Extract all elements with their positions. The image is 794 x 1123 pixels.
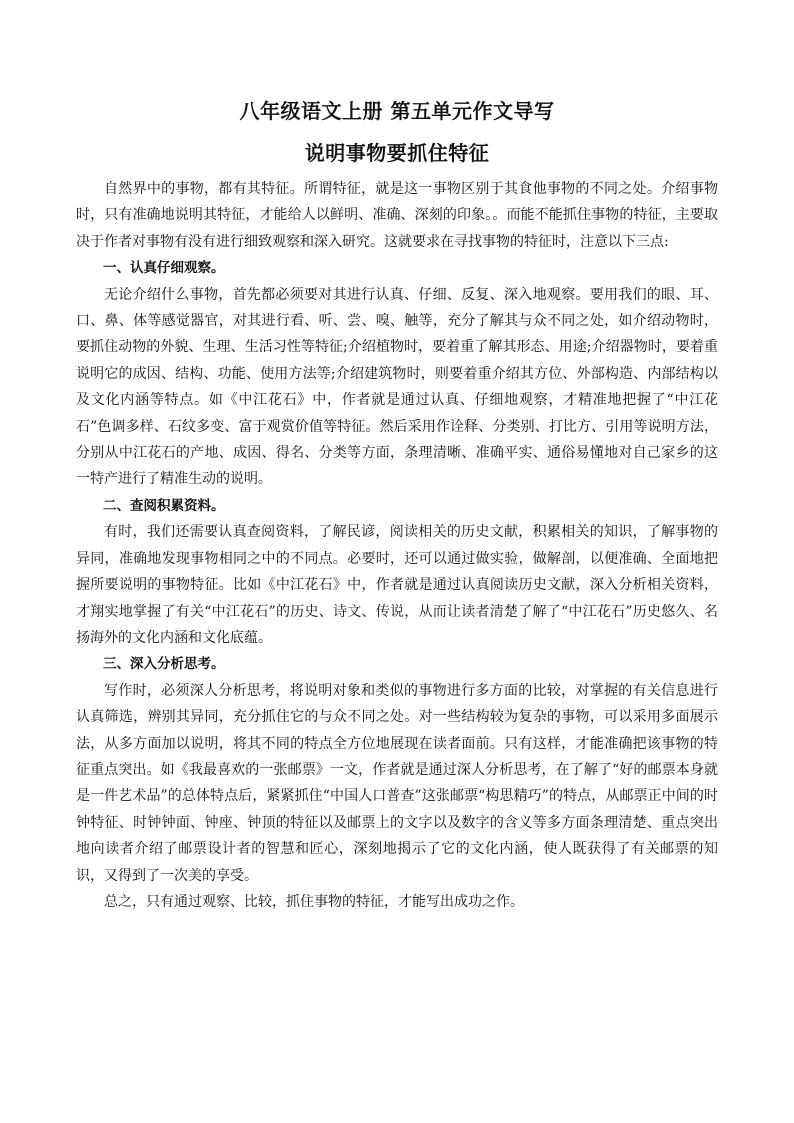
conclusion-paragraph: 总之，只有通过观察、比较，抓住事物的特征，才能写出成功之作。 (104, 893, 524, 910)
section-paragraph-observe: 无论介绍什么事物，首先都必须要对其进行认真、仔细、反复、深入地观察。要用我们的眼、耳、口、鼻、体等感觉器官，对其进行看、听、尝、嗅、触等，充分了解其与众不同之处，如介绍动物时，要抓住动物的外貌、生理、生活习性等特征;介绍植物时，要着重了解其形态、用途;介绍器物时，要着重说明它的成因、结构、功能、使用方法等;介绍建筑物时，则要着重介绍其方位、外部构造、内部结构以及文化内涵等特点。如《中江花石》中，作者就是通过认真、仔细地观察，才精准地把握了“中江花石”色调多样、石纹多变、富于观赏价值等特征。然后采用作诠释、分类别、打比方、引用等说明方法，分别从中江花石的产地、成因、得名、分类等方面，条理清晰、准确平实、通俗易懂地对自己家乡的这一特产进行了精准生动的说明。 (76, 286, 718, 488)
section-heading-analyze: 三、深入分析思考。 (103, 656, 225, 673)
section-heading-research: 二、查阅积累资料。 (103, 497, 225, 514)
document-page (76, 96, 718, 915)
intro-paragraph: 自然界中的事物，都有其特征。所谓特征，就是这一事物区别于其食他事物的不同之处。介绍事物时，只有准确地说明其特征，才能给人以鲜明、准确、深刻的印象。。而能不能抓住事物的特征，主要取决于作者对事物有没有进行细致观察和深入研究。这就要求在寻找事物的特征时，注意以下三点: (76, 181, 718, 250)
section-paragraph-research: 有时，我们还需要认真查阅资料，了解民谚，阅读相关的历史文献，积累相关的知识，了解事物的异同，准确地发现事物相同之中的不同点。必要时，还可以通过做实验，做解剖，以便准确、全面地把握所要说明的事物特征。比如《中江花石》中，作者就是通过认真阅读历史文献，深入分析相关资料，才翔实地掌握了有关“中江花石”的历史、诗文、传说，从而让读者清楚了解了“中江花石”历史悠久、名扬海外的文化内涵和文化底蕴。 (76, 524, 718, 646)
section-heading-observe: 一、认真仔细观察。 (103, 260, 225, 277)
document-title: 八年级语文上册 第五单元作文导写 (239, 99, 555, 123)
section-paragraph-analyze: 写作时，必须深人分析思考，将说明对象和类似的事物进行多方面的比较，对掌握的有关信息进行认真筛选，辨别其异同，充分抓住它的与众不同之处。对一些结构较为复杂的事物，可以采用多面展示法，从多方面加以说明，将其不同的特点全方位地展现在读者面前。只有这样，才能准确把该事物的特征重点突出。如《我最喜欢的一张邮票》一文，作者就是通过深人分析思考，在了解了“好的邮票本身就是一件艺术品”的总体特点后，紧紧抓住“中国人口普查”这张邮票“构思精巧”的特点，从邮票正中间的时钟特征、时钟钟面、钟座、钟顶的特征以及邮票上的文字以及数字的含义等多方面条理清楚、重点突出地向读者介绍了邮票设计者的智慧和匠心，深刻地揭示了它的文化内涵，使人既获得了有关邮票的知识，又得到了一次美的享受。 (76, 682, 718, 884)
document-body (76, 176, 718, 915)
document-subtitle: 说明事物要抓住特征 (304, 141, 490, 165)
